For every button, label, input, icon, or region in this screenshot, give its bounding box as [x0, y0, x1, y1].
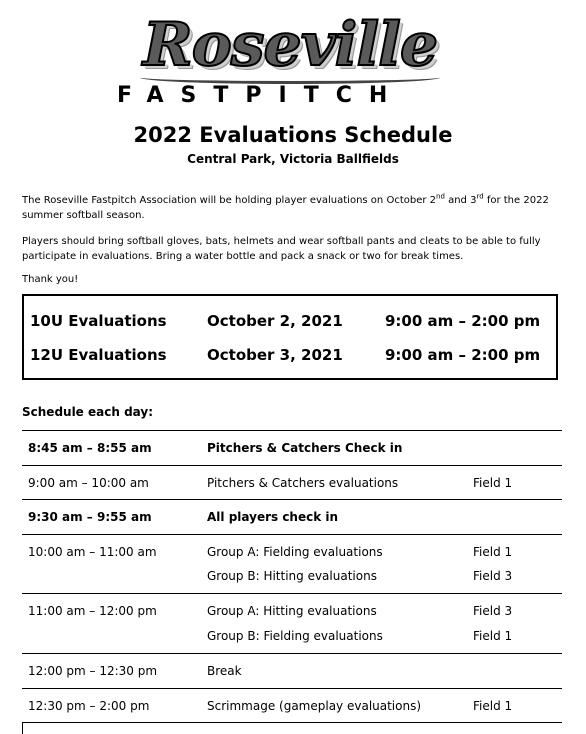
evaluation-date: October 2, 2021	[207, 312, 343, 330]
row-time: 12:00 pm – 12:30 pm	[28, 664, 158, 678]
table-divider	[22, 465, 562, 466]
row-field-secondary: Field 1	[473, 629, 513, 643]
row-time: 9:30 am – 9:55 am	[28, 510, 152, 524]
intro-paragraph-2	[22, 234, 567, 264]
row-activity-secondary: Group B: Fielding evaluations	[207, 629, 383, 643]
page-title: 2022 Evaluations Schedule	[133, 123, 453, 147]
evaluation-row	[24, 312, 556, 332]
table-divider	[22, 688, 562, 689]
intro-p1-text-c: for the 2022	[483, 195, 549, 206]
evaluation-group: 12U Evaluations	[30, 346, 167, 364]
table-edge	[22, 722, 23, 734]
row-time: 8:45 am – 8:55 am	[28, 441, 152, 455]
row-time: 12:30 pm – 2:00 pm	[28, 699, 150, 713]
page-subtitle: Central Park, Victoria Ballfields	[187, 152, 399, 166]
row-activity: Break	[207, 664, 242, 678]
evaluation-time: 9:00 am – 2:00 pm	[385, 312, 541, 330]
evaluation-row	[24, 346, 556, 366]
row-field: Field 1	[473, 545, 513, 559]
evaluation-group: 10U Evaluations	[30, 312, 167, 330]
row-time: 11:00 am – 12:00 pm	[28, 604, 157, 618]
roseville-fastpitch-logo	[0, 0, 586, 115]
intro-p1-line-2: summer softball season.	[22, 210, 145, 221]
intro-p1-sup-nd: nd	[436, 192, 445, 201]
table-divider	[22, 534, 562, 535]
row-activity: Group A: Fielding evaluations	[207, 545, 383, 559]
row-field-secondary: Field 3	[473, 569, 513, 583]
intro-p1-text-a: The Roseville Fastpitch Association will be holding player evaluations on October 2	[22, 195, 437, 206]
intro-p1-sup-rd: rd	[476, 192, 484, 201]
table-divider	[22, 499, 562, 500]
row-time: 9:00 am – 10:00 am	[28, 476, 149, 490]
row-activity: All players check in	[207, 510, 339, 524]
intro-p1-text-b: and 3	[444, 195, 477, 206]
table-divider	[22, 653, 562, 654]
row-field: Field 3	[473, 604, 513, 618]
intro-paragraph-1	[22, 193, 567, 223]
row-activity: Group A: Hitting evaluations	[207, 604, 377, 618]
row-activity-secondary: Group B: Hitting evaluations	[207, 569, 377, 583]
intro-p2-line-2: participate in evaluations. Bring a water bottle and pack a snack or two for break times.	[22, 251, 464, 262]
logo-script-text: Roseville	[142, 10, 438, 80]
row-activity: Scrimmage (gameplay evaluations)	[207, 699, 422, 713]
evaluation-time: 9:00 am – 2:00 pm	[385, 346, 541, 364]
row-field: Field 1	[473, 699, 513, 713]
row-activity: Pitchers & Catchers evaluations	[207, 476, 399, 490]
row-activity: Pitchers & Catchers Check in	[207, 441, 403, 455]
schedule-heading: Schedule each day:	[22, 405, 154, 419]
intro-p2-line-1: Players should bring softball gloves, bats, helmets and wear softball pants and cleats to be able to fully	[22, 236, 541, 247]
table-divider	[22, 430, 562, 431]
logo-subtext: FASTPITCH	[117, 83, 405, 108]
table-divider	[22, 722, 562, 723]
row-field: Field 1	[473, 476, 513, 490]
row-time: 10:00 am – 11:00 am	[28, 545, 157, 559]
thank-you-text: Thank you!	[22, 274, 79, 285]
evaluation-dates-box	[22, 294, 558, 380]
evaluation-date: October 3, 2021	[207, 346, 343, 364]
table-divider	[22, 593, 562, 594]
